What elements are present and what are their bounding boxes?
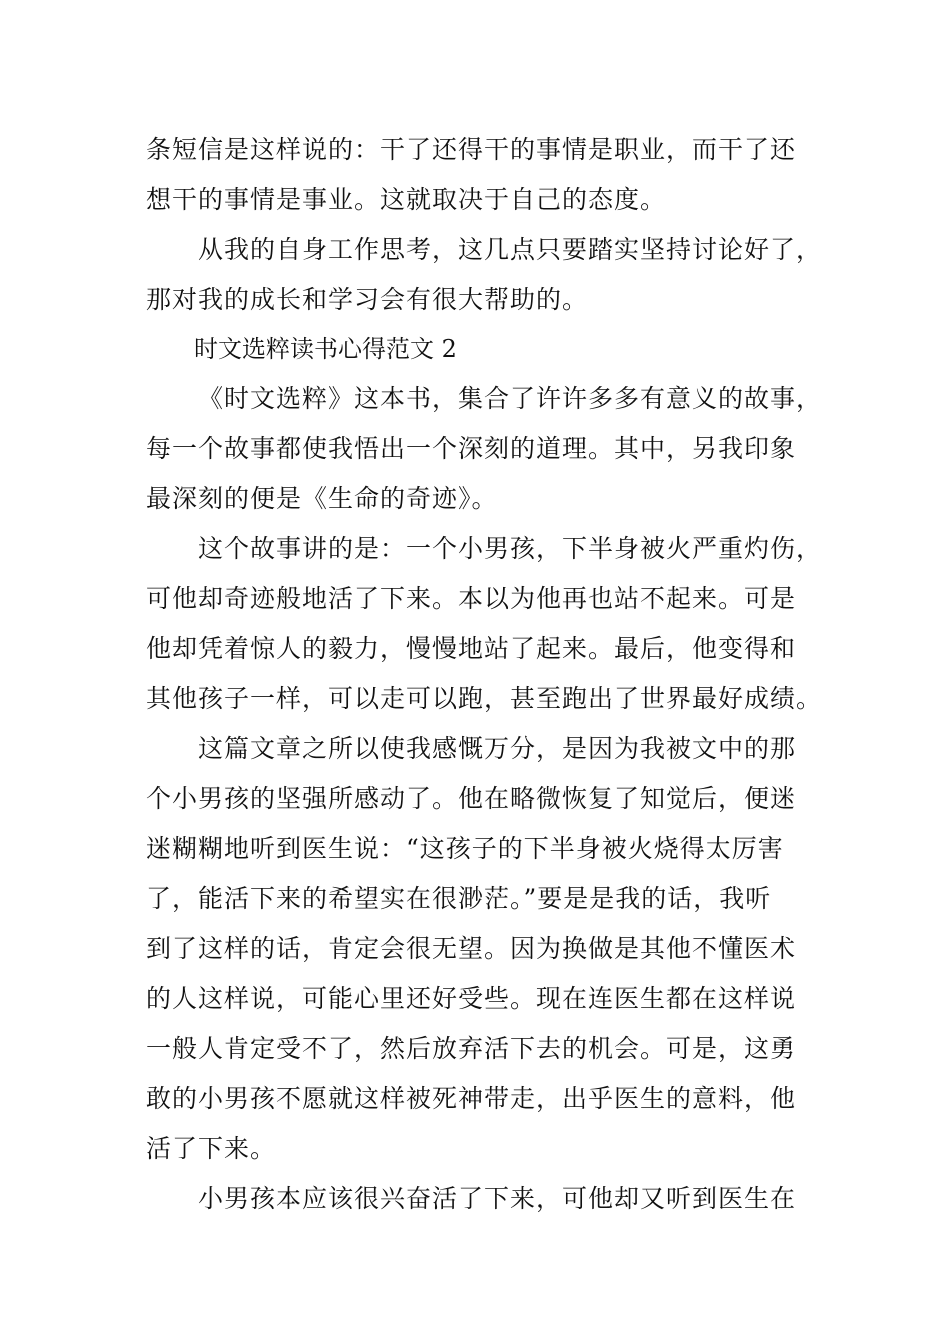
paragraph-line: 最深刻的便是《生命的奇迹》。 [146, 484, 498, 513]
paragraph-line: 每一个故事都使我悟出一个深刻的道理。其中，另我印象 [146, 434, 797, 463]
paragraph-line: 《时文选粹》这本书，集合了许许多多有意义的故事， [198, 384, 823, 413]
paragraph-line: 这个故事讲的是：一个小男孩，下半身被火严重灼伤， [198, 534, 823, 563]
paragraph-line: 小男孩本应该很兴奋活了下来，可他却又听到医生在 [198, 1184, 797, 1213]
paragraph-line: 个小男孩的坚强所感动了。他在略微恢复了知觉后，便迷 [146, 784, 797, 813]
paragraph-line: 想干的事情是事业。这就取决于自己的态度。 [146, 185, 667, 214]
paragraph-line: 敢的小男孩不愿就这样被死神带走，出乎医生的意料，他 [146, 1084, 797, 1113]
paragraph-line: 到了这样的话，肯定会很无望。因为换做是其他不懂医术 [146, 934, 797, 963]
paragraph-line: 从我的自身工作思考，这几点只要踏实坚持讨论好了， [198, 235, 823, 264]
section-title: 时文选粹读书心得范文 2 [194, 335, 457, 363]
paragraph-line: 那对我的成长和学习会有很大帮助的。 [146, 285, 589, 314]
paragraph-line: 活了下来。 [146, 1134, 277, 1163]
paragraph-line: 的人这样说，可能心里还好受些。现在连医生都在这样说 [146, 984, 797, 1013]
paragraph-line: 一般人肯定受不了，然后放弃活下去的机会。可是，这勇 [146, 1034, 797, 1063]
paragraph-line: 迷糊糊地听到医生说：“这孩子的下半身被火烧得太厉害 [146, 834, 784, 863]
paragraph-line: 条短信是这样说的：干了还得干的事情是职业，而干了还 [146, 135, 797, 164]
paragraph-line: 这篇文章之所以使我感慨万分，是因为我被文中的那 [198, 734, 797, 763]
paragraph-line: 他却凭着惊人的毅力，慢慢地站了起来。最后，他变得和 [146, 634, 797, 663]
paragraph-line: 其他孩子一样，可以走可以跑，甚至跑出了世界最好成绩。 [146, 684, 823, 713]
paragraph-line: 了，能活下来的希望实在很渺茫。”要是是我的话，我听 [146, 884, 772, 913]
paragraph-line: 可他却奇迹般地活了下来。本以为他再也站不起来。可是 [146, 584, 797, 613]
